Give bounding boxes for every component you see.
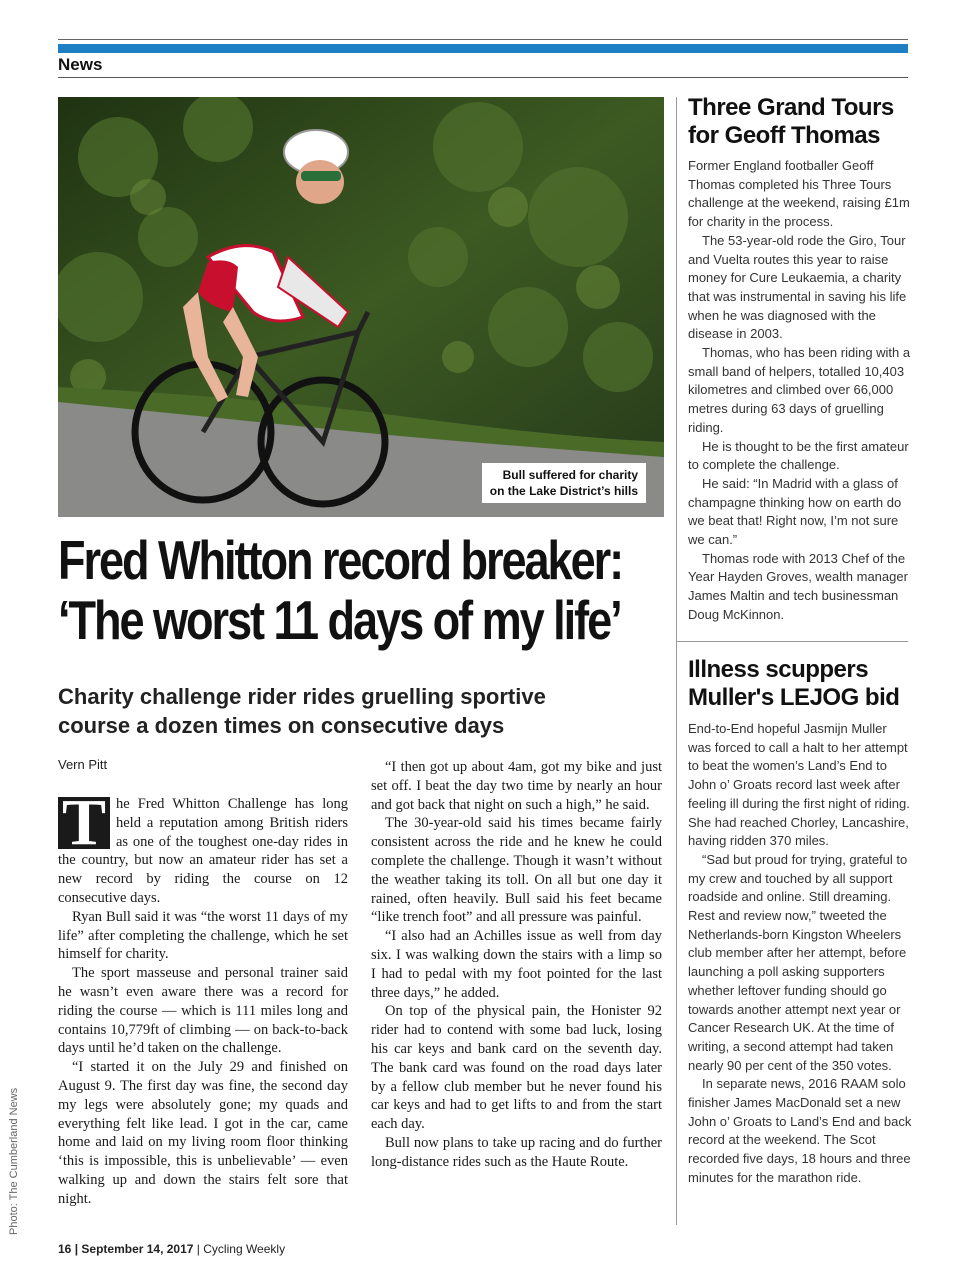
sidebar2-paragraph: End-to-End hopeful Jasmijn Muller was forced to call a halt to her attempt to beat the women’s Land’s End to John o’ Groats record last week after feeling ill during the first night of riding. She had reached Chorley, Lancashire, having ridden 370 miles. (688, 721, 910, 849)
cyclist-illustration (58, 97, 664, 517)
standfirst-line: Charity challenge rider rides gruelling sportive (58, 684, 546, 709)
article-paragraph: Bull now plans to take up racing and do further long-distance rides such as the Haute Route. (371, 1134, 662, 1170)
article-paragraph: The sport masseuse and personal trainer said he wasn’t even aware there was a record for riding the course — which is 111 miles long and contains 10,779ft of climbing — on back-to-back days until he’d taken on the challenge. (58, 965, 348, 1057)
sidebar1-headline (688, 94, 918, 150)
sidebar1-paragraph: Thomas, who has been riding with a small band of helpers, totalled 10,403 kilometres and climbed over 66,000 metres during 63 days of gruelling riding. (688, 345, 911, 435)
issue-date: September 14, 2017 (81, 1242, 194, 1256)
article-paragraph: “I then got up about 4am, got my bike and just set off. I beat the day two time by nearly an hour and got back that night on such a high,” he said. (371, 759, 662, 813)
page-footer: 16 | September 14, 2017 | Cycling Weekly (58, 1242, 286, 1256)
page-number: 16 (58, 1242, 72, 1256)
photo-credit: Photo: The Cumberland News (8, 1087, 20, 1235)
sidebar1-paragraph: Thomas rode with 2013 Chef of the Year Hayden Groves, wealth manager James Maltin and tech businessman Doug McKinnon. (688, 550, 908, 622)
headline (58, 530, 665, 650)
top-accent-bar (58, 44, 908, 53)
sidebar2-headline (688, 656, 918, 712)
byline: Vern Pitt (58, 757, 108, 772)
sidebar1-body (688, 157, 912, 625)
sidebar1-paragraph: Former England footballer Geoff Thomas completed his Three Tours challenge at the weekend, raising £1m for charity in the process. (688, 158, 910, 230)
article-paragraph: Ryan Bull said it was “the worst 11 days of my life” after completing the challenge, which he set himself for charity. (58, 908, 348, 963)
headline-line: Fred Whitton record breaker: (58, 529, 623, 591)
sidebar2-headline-line: Illness scuppers (688, 656, 869, 683)
photo-caption (482, 463, 646, 503)
article-paragraph: “I also had an Achilles issue as well from day six. I was walking down the stairs with a limp so I had to pedal with my foot pointed for the last three days,” he added. (371, 928, 662, 1001)
sidebar-divider (676, 97, 677, 1225)
sidebar1-headline-line: for Geoff Thomas (688, 122, 881, 149)
headline-line: ‘The worst 11 days of my life’ (58, 589, 621, 651)
caption-line: on the Lake District’s hills (489, 484, 638, 498)
caption-line: Bull suffered for charity (502, 468, 638, 482)
publication-name: Cycling Weekly (203, 1242, 286, 1256)
sidebar2-paragraph: In separate news, 2016 RAAM solo finisher James MacDonald set a new John o’ Groats to Land’s End and back record at the weekend. The Scot recorded five days, 18 hours and three minutes for the marathon ride. (688, 1076, 912, 1185)
sidebar1-paragraph: He said: “In Madrid with a glass of champagne thinking how on earth do we beat that! Right now, I’m not sure we can.” (688, 475, 902, 548)
article-paragraph: The 30-year-old said his times became fairly consistent across the ride and he knew he could complete the challenge. Though it wasn’t without the weather taking its toll. On all but one day it rained, often heavily. Bull said his feet became “like trench foot” and all pressure was painful. (371, 815, 662, 926)
article-paragraph (58, 786, 348, 908)
cyclist-photo (58, 97, 664, 517)
sidebar1-paragraph: He is thought to be the first amateur to complete the challenge. (688, 438, 909, 473)
sidebar-separator (676, 641, 908, 642)
sidebar2-body (688, 720, 912, 1188)
article-column-2 (371, 758, 662, 1172)
standfirst (58, 682, 668, 740)
sidebar1-paragraph: The 53-year-old rode the Giro, Tour and Vuelta routes this year to raise money for Cure Leukaemia, a charity that was instrumental in saving his life when he was diagnosed with the disease in 2003. (688, 232, 907, 342)
sidebar1-headline-line: Three Grand Tours (688, 94, 894, 121)
section-label: News (58, 55, 103, 74)
first-paragraph-text: he Fred Whitton Challenge has long held a reputation among British riders as one of the toughest one-day rides in the country, but now an amateur rider has set a new record by riding the course on 12 consecutive days. (58, 796, 348, 906)
article-paragraph: On top of the physical pain, the Honister 92 rider had to contend with some bad luck, losing his car keys and bank card on the seventh day. The bank card was found on the road days later by a fellow club member but he never found his car keys and had to get lifts to and from the start each day. (371, 1003, 662, 1133)
sidebar2-headline-line: Muller's LEJOG bid (688, 684, 900, 711)
dropcap: T (58, 797, 110, 849)
article-paragraph: “I started it on the July 29 and finished on August 9. The first day was fine, the second day my legs were absolutely gone; my quads and everything felt like lead. I got in the car, came home and laid on my living room floor thinking ‘this is impossible, this is unbelievable’ — even walking up and down the stairs felt sore that night. (58, 1059, 348, 1207)
section-rule (58, 77, 908, 78)
top-rule (58, 39, 908, 40)
standfirst-line: course a dozen times on consecutive days (58, 713, 505, 738)
sidebar2-paragraph: “Sad but proud for trying, grateful to my crew and touched by all support roadside and online. Still dreaming. Rest and review now,” tweeted the Netherlands-born Kingston Wheelers club member after her attempt, before launching a poll asking supporters whether leftover funding should go towards another attempt next year or Cancer Research UK. At the time of writing, a second attempt had taken nearly 90 per cent of the 350 votes. (688, 851, 908, 1073)
article-column-1 (58, 786, 348, 1209)
